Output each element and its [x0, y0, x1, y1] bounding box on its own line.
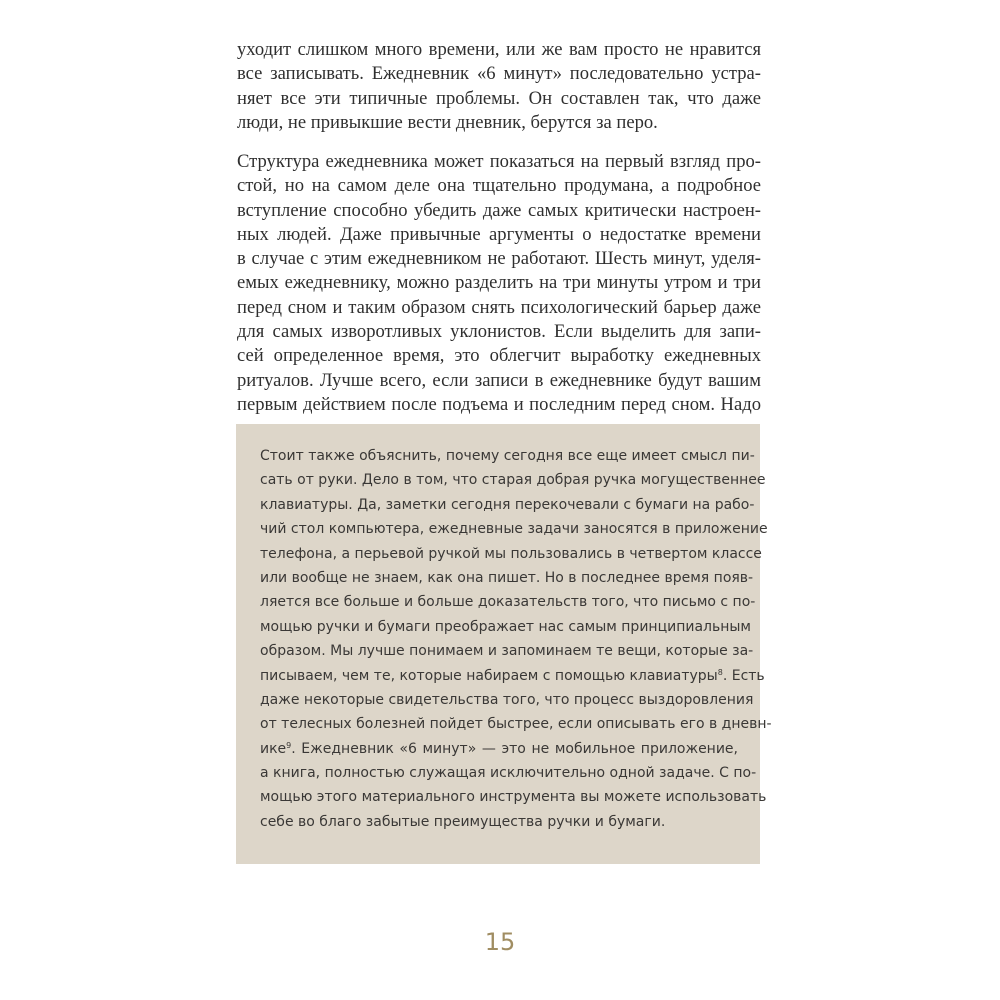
note-line: мощью этого материального инструмента вы можете использовать — [260, 789, 767, 806]
boxed-note — [236, 424, 772, 864]
note-line: или вообще не знаем, как она пишет. Но в последнее время появ- — [260, 569, 754, 586]
paragraph-line: первым действием после подъема и последним перед сном. Надо — [237, 393, 761, 415]
note-line: Стоит также объяснить, почему сегодня все еще имеет смысл пи- — [260, 448, 755, 464]
note-line: клавиатуры. Да, заметки сегодня перекочевали с бумаги на рабо- — [260, 496, 755, 513]
page-number: 15 — [484, 928, 516, 956]
paragraph-line: все записывать. Ежедневник «6 минут» последовательно устра- — [237, 63, 761, 85]
note-line: телефона, а перьевой ручкой мы пользовались в четвертом классе — [260, 545, 762, 562]
note-line: даже некоторые свидетельства того, что процесс выздоровления — [260, 691, 754, 708]
note-line-tail: . Ежедневник «6 минут» — это не мобильное приложение, — [291, 740, 738, 757]
paragraph-line: ритуалов. Лучше всего, если записи в ежедневнике будут вашим — [237, 369, 761, 391]
paragraph-1 — [237, 38, 761, 135]
note-line-text: писываем, чем те, которые набираем с помощью клавиатуры — [260, 667, 718, 684]
paragraph-2 — [237, 150, 761, 417]
note-line: ляется все больше и больше доказательств того, что письмо с по- — [260, 594, 756, 611]
note-line: себе во благо забытые преимущества ручки и бумаги. — [260, 813, 666, 830]
paragraph-line: няет все эти типичные проблемы. Он составлен так, что даже — [237, 87, 761, 109]
footnote-ref-8[interactable]: 8 — [717, 667, 723, 677]
note-line-tail: . Есть — [722, 667, 765, 684]
paragraph-line: люди, не привыкшие вести дневник, берутся за перо. — [237, 111, 658, 133]
paragraph-line: стой, но на самом деле она тщательно продумана, а подробное — [237, 175, 761, 197]
paragraph-line: уходит слишком много времени, или же вам просто не нравится — [237, 39, 761, 60]
paragraph-line: перед сном и таким образом снять психологический барьер даже — [237, 296, 761, 318]
paragraph-line: сей определенное время, это облегчит выработку ежедневных — [237, 345, 761, 367]
note-line: от телесных болезней пойдет быстрее, если описывать его в дневн- — [260, 716, 772, 733]
note-line-text: ике — [260, 740, 287, 757]
note-line: чий стол компьютера, ежедневные задачи заносятся в приложение — [260, 521, 768, 538]
note-line: а книга, полностью служащая исключительно одной задаче. С по- — [260, 765, 757, 782]
footnote-ref-9[interactable]: 9 — [286, 740, 292, 750]
paragraph-line: для самых изворотливых уклонистов. Если выделить для запи- — [237, 321, 761, 343]
paragraph-line: ных людей. Даже привычные аргументы о недостатке времени — [237, 223, 761, 245]
note-line-with-footnote — [260, 737, 738, 761]
note-line: мощью ручки и бумаги преображает нас самым принципиальным — [260, 618, 751, 635]
paragraph-line: емых ежедневнику, можно разделить на три минуты утром и три — [237, 272, 761, 294]
paragraph-line: Структура ежедневника может показаться на первый взгляд про- — [237, 151, 761, 172]
note-line: образом. Мы лучше понимаем и запоминаем те вещи, которые за- — [260, 643, 754, 660]
note-line-with-footnote — [260, 664, 765, 688]
paragraph-line: в случае с этим ежедневником не работают. Шесть минут, уделя- — [237, 248, 761, 270]
note-line: сать от руки. Дело в том, что старая добрая ручка могущественнее — [260, 472, 766, 489]
boxed-note-text — [260, 444, 772, 834]
paragraph-line: вступление способно убедить даже самых критически настроен- — [237, 199, 761, 221]
